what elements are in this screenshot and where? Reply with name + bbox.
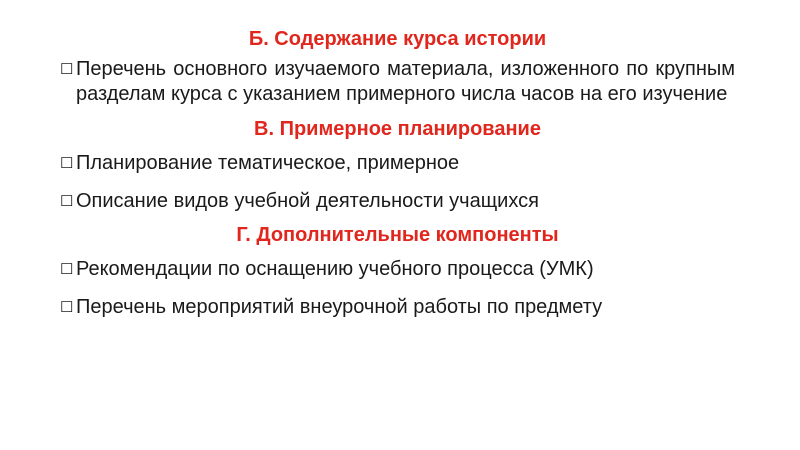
- checkbox-outline-icon: ☐: [60, 193, 74, 210]
- section-heading-additional: Г. Дополнительные компоненты: [236, 224, 559, 246]
- list-item: [60, 189, 735, 214]
- list-item: [60, 57, 735, 107]
- checkbox-outline-icon: ☐: [60, 261, 74, 278]
- section-heading-content: Б. Содержание курса истории: [248, 28, 547, 50]
- checkbox-outline-icon: ☐: [60, 299, 74, 316]
- checkbox-outline-icon: ☐: [60, 61, 74, 78]
- list-item-text: Перечень основного изучаемого материала, изложенного по крупным разделам курса с указанием примерного числа часов на его изучение: [76, 58, 735, 105]
- checkbox-outline-icon: ☐: [60, 155, 74, 172]
- list-item-text: Рекомендации по оснащению учебного процесса (УМК): [76, 258, 594, 280]
- list-item: [60, 295, 735, 320]
- section-heading-planning: В. Примерное планирование: [254, 118, 541, 140]
- list-item: [60, 151, 735, 176]
- list-item: [60, 257, 735, 282]
- list-item-text: Описание видов учебной деятельности учащихся: [76, 190, 539, 212]
- slide-content: [60, 26, 735, 320]
- list-item-text: Планирование тематическое, примерное: [76, 152, 460, 174]
- list-item-text: Перечень мероприятий внеурочной работы по предмету: [76, 296, 603, 318]
